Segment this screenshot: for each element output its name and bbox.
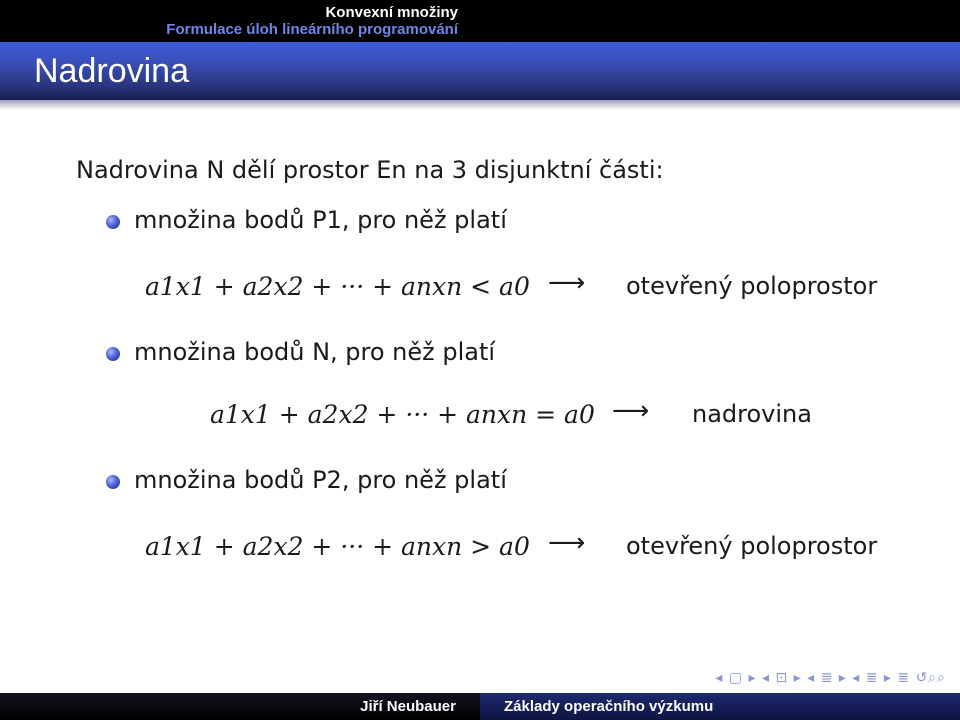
bullet-icon [106, 347, 120, 361]
footer-title: Základy operačního výzkumu [504, 698, 714, 715]
header-bar [0, 0, 960, 42]
header-shadow [0, 100, 960, 110]
intro-text: Nadrovina N dělí prostor En na 3 disjunktní části: [76, 156, 664, 184]
result-3: otevřený poloprostor [626, 532, 878, 560]
footer-bar [0, 693, 960, 720]
frame-title: Nadrovina [34, 52, 189, 90]
header-section[interactable]: Konvexní množiny [325, 4, 458, 21]
equation-1: a1x1 + a2x2 + ··· + anxn < a0 [145, 272, 530, 301]
equation-3: a1x1 + a2x2 + ··· + anxn > a0 [145, 532, 530, 561]
bullet-icon [106, 215, 120, 229]
arrow-icon: ⟶ [548, 528, 586, 558]
bullet-label: množina bodů P2, pro něž platí [134, 466, 507, 494]
header-nav [0, 0, 480, 42]
equation-2: a1x1 + a2x2 + ··· + anxn = a0 [210, 400, 595, 429]
bullet-icon [106, 475, 120, 489]
arrow-icon: ⟶ [612, 396, 650, 426]
header-subsection[interactable]: Formulace úloh lineárního programování [166, 21, 458, 38]
bullet-label: množina bodů P1, pro něž platí [134, 206, 507, 234]
frame-title-bar [0, 42, 960, 100]
bullet-label: množina bodů N, pro něž platí [134, 338, 496, 366]
footer-left [0, 693, 480, 720]
result-2: nadrovina [692, 400, 812, 428]
footer-right [480, 693, 960, 720]
footer-author: Jiří Neubauer [360, 698, 456, 715]
result-1: otevřený poloprostor [626, 272, 878, 300]
navigation-symbols-icon[interactable]: ◂ ▢ ▸ ◂ ⊡ ▸ ◂ ≣ ▸ ◂ ≣ ▸ ≣ ↺⌕⌕ [715, 670, 946, 686]
arrow-icon: ⟶ [548, 268, 586, 298]
